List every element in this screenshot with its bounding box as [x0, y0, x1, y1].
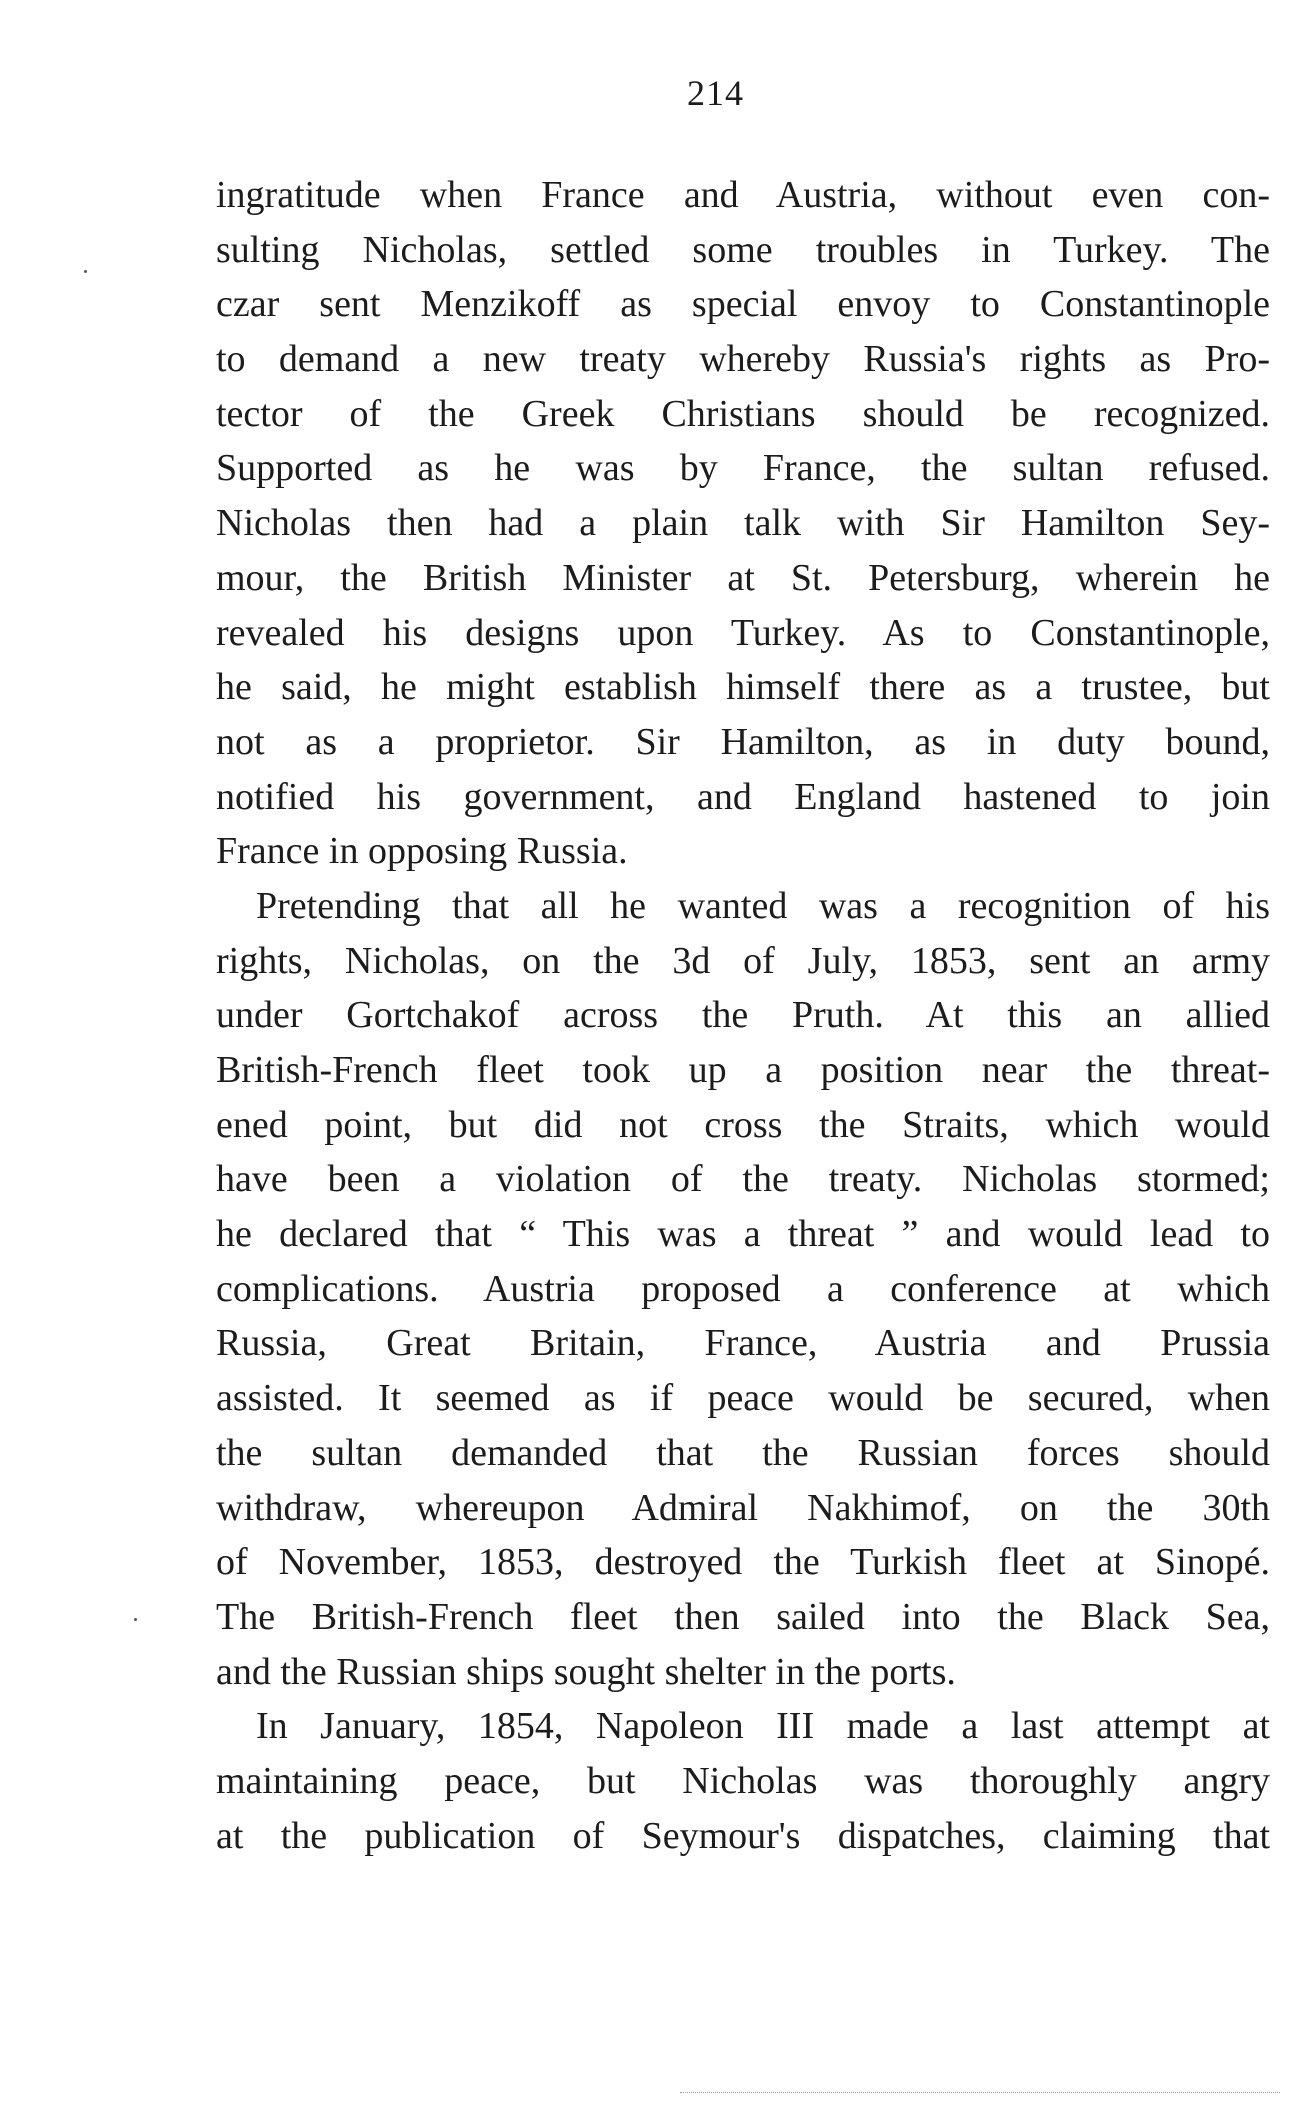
text-line: the sultan demanded that the Russian forces should: [216, 1431, 1270, 1474]
text-line: at the publication of Seymour's dispatches, claiming that: [216, 1814, 1270, 1857]
text-line: sulting Nicholas, settled some troubles in Turkey. The: [216, 228, 1270, 271]
text-line: he said, he might establish himself there as a trustee, but: [216, 666, 1270, 709]
text-line: assisted. It seemed as if peace would be secured, when: [216, 1377, 1270, 1420]
text-line: and the Russian ships sought shelter in the ports.: [216, 1650, 956, 1693]
text-line: revealed his designs upon Turkey. As to Constantinople,: [216, 611, 1270, 654]
text-line: czar sent Menzikoff as special envoy to Constantinople: [216, 283, 1270, 326]
text-line: Russia, Great Britain, France, Austria and Prussia: [216, 1322, 1270, 1365]
text-line: to demand a new treaty whereby Russia's rights as Pro-: [216, 338, 1270, 381]
text-line: Nicholas then had a plain talk with Sir Hamilton Sey-: [216, 502, 1270, 545]
text-line: mour, the British Minister at St. Petersburg, wherein he: [216, 556, 1270, 599]
text-line: tector of the Greek Christians should be recognized.: [216, 392, 1270, 435]
page-number: [0, 72, 1315, 114]
text-line: In January, 1854, Napoleon III made a last attempt at: [256, 1705, 1270, 1748]
text-line: Pretending that all he wanted was a recognition of his: [256, 884, 1270, 927]
text-line: maintaining peace, but Nicholas was thoroughly angry: [216, 1759, 1270, 1802]
text-line: have been a violation of the treaty. Nicholas stormed;: [216, 1158, 1270, 1201]
text-line: complications. Austria proposed a conference at which: [216, 1267, 1270, 1310]
text-line: ingratitude when France and Austria, without even con-: [216, 174, 1270, 216]
paragraph-1: [216, 168, 1270, 879]
text-line: he declared that “ This was a threat ” and would lead to: [216, 1213, 1270, 1256]
text-line: withdraw, whereupon Admiral Nakhimof, on the 30th: [216, 1486, 1270, 1529]
text-line: France in opposing Russia.: [216, 830, 628, 873]
scan-edge-rule: [680, 2092, 1280, 2093]
text-line: British-French fleet took up a position near the threat-: [216, 1049, 1270, 1091]
text-line: The British-French fleet then sailed into the Black Sea,: [216, 1595, 1270, 1638]
text-line: under Gortchakof across the Pruth. At this an allied: [216, 994, 1270, 1037]
text-line: notified his government, and England hastened to join: [216, 775, 1270, 818]
paragraph-2: [216, 879, 1270, 1699]
scan-speck: [84, 270, 87, 273]
scan-speck: [134, 1618, 137, 1621]
text-line: ened point, but did not cross the Straits, which would: [216, 1103, 1270, 1146]
text-line: Supported as he was by France, the sultan refused.: [216, 447, 1270, 490]
body-text: [216, 168, 1270, 1863]
page-number-text: 214: [687, 73, 744, 113]
text-line: not as a proprietor. Sir Hamilton, as in duty bound,: [216, 720, 1270, 763]
text-line: rights, Nicholas, on the 3d of July, 1853, sent an army: [216, 939, 1270, 982]
text-line: of November, 1853, destroyed the Turkish fleet at Sinopé.: [216, 1541, 1270, 1584]
paragraph-3: [216, 1699, 1270, 1863]
